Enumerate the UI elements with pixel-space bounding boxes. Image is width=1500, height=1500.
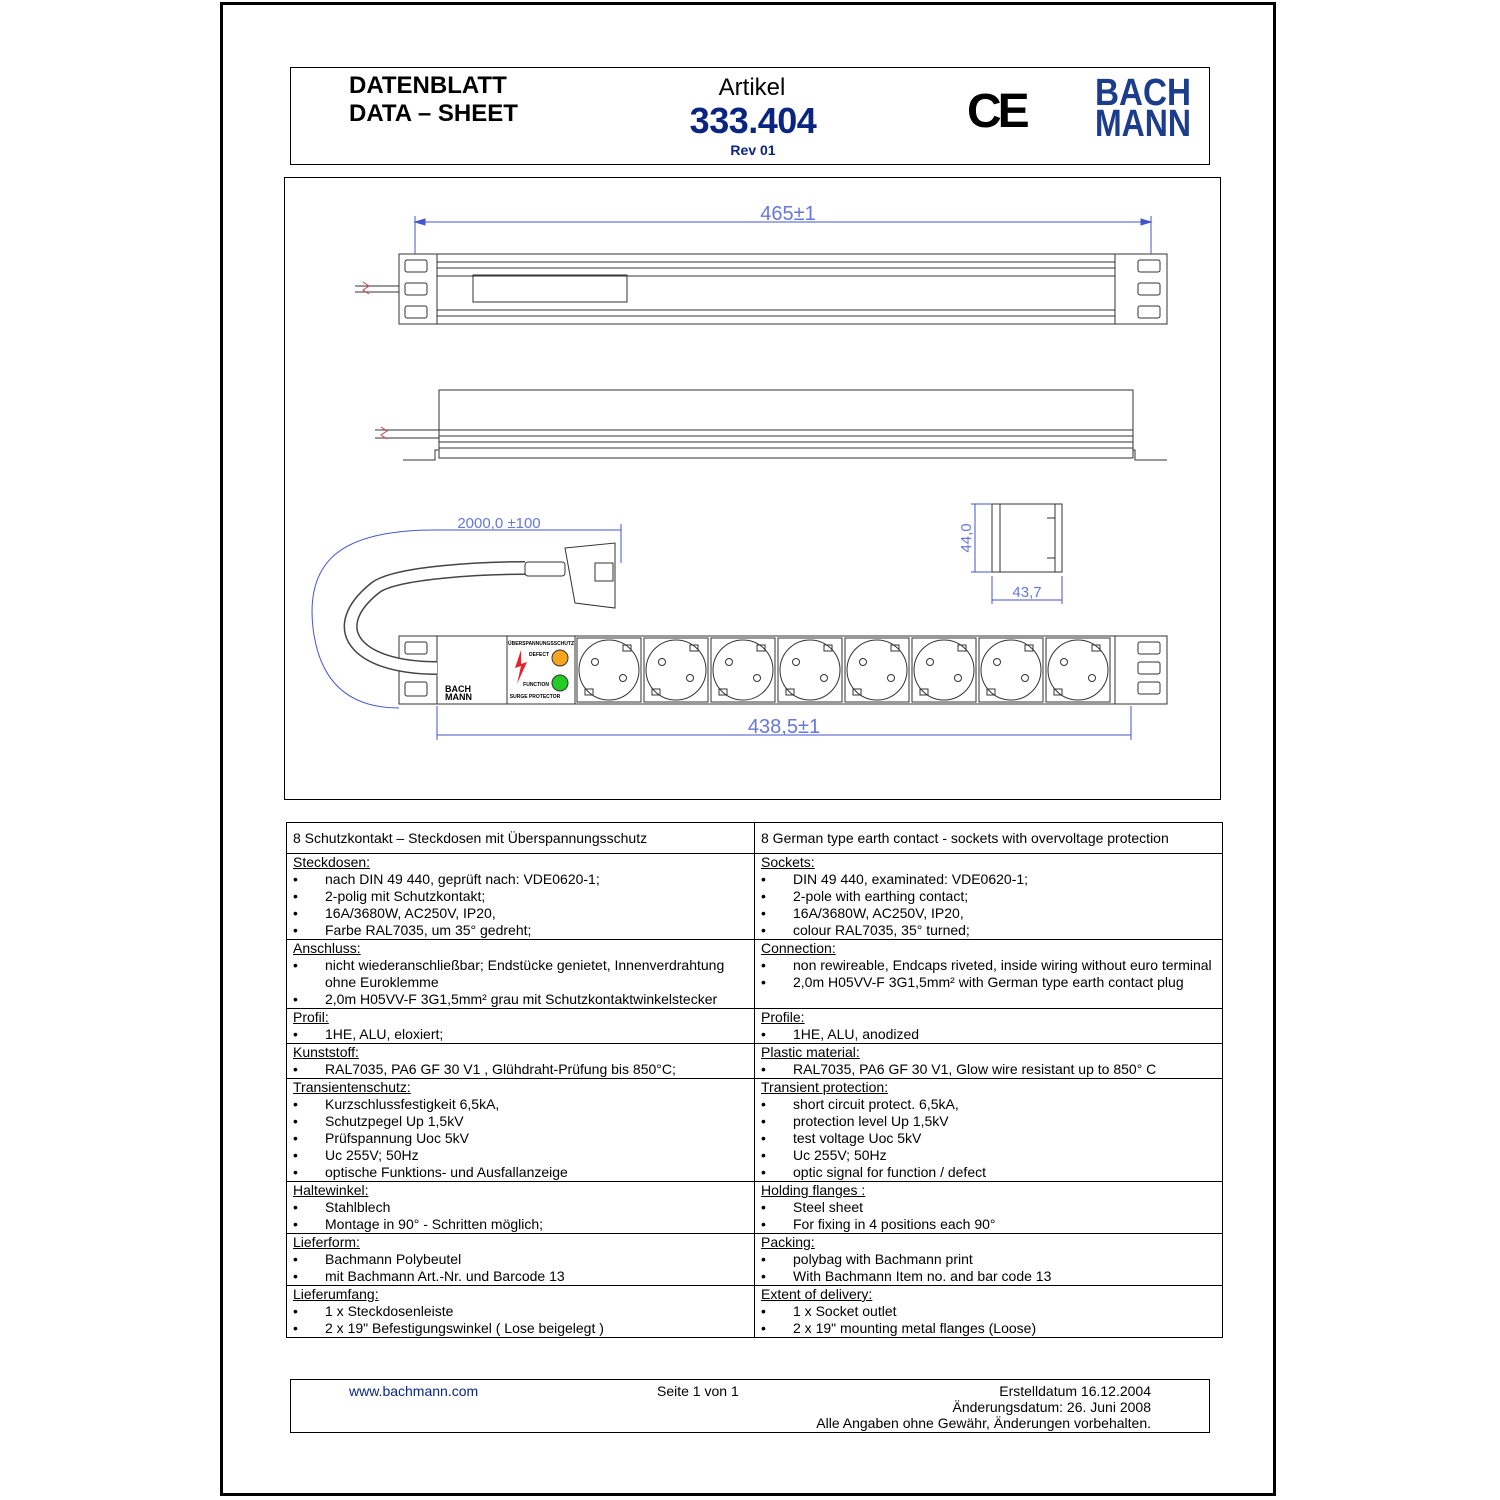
brand-top: BACH — [445, 684, 471, 694]
spec-cell-en — [755, 1079, 1223, 1182]
spec-item: • For fixing in 4 positions each 90° — [761, 1216, 1216, 1233]
spec-cell-en — [755, 1009, 1223, 1044]
socket — [912, 638, 976, 702]
dim-length: 465±1 — [760, 203, 816, 225]
spec-section-title: Anschluss: — [293, 940, 361, 956]
spec-list — [293, 1251, 748, 1285]
spec-item: • 1 x Socket outlet — [761, 1303, 1216, 1320]
spec-item: • Steel sheet — [761, 1199, 1216, 1216]
spec-section-title: Profile: — [761, 1009, 805, 1025]
spec-list — [293, 871, 748, 939]
spec-list — [293, 1303, 748, 1337]
page-number: Seite 1 von 1 — [657, 1383, 739, 1399]
socket — [1046, 638, 1110, 702]
socket — [644, 638, 708, 702]
dimension-lines — [312, 216, 1151, 740]
spec-item: • 2-pole with earthing contact; — [761, 888, 1216, 905]
spec-title-en: 8 German type earth contact - sockets with overvoltage protection — [755, 823, 1223, 854]
spec-cell-de — [287, 1286, 755, 1338]
side-view — [375, 390, 1167, 460]
revision-label: Rev 01 — [730, 142, 776, 158]
footer-box — [290, 1379, 1210, 1433]
dim-body: 438,5±1 — [747, 716, 821, 738]
spec-item: • Kurzschlussfestigkeit 6,5kA, — [293, 1096, 748, 1113]
spec-row — [287, 1044, 1223, 1079]
spec-row — [287, 1234, 1223, 1286]
dim-width: 43,7 — [1012, 584, 1042, 601]
spec-item: • protection level Up 1,5kV — [761, 1113, 1216, 1130]
spec-cell-de — [287, 1079, 755, 1182]
spec-item: • polybag with Bachmann print — [761, 1251, 1216, 1268]
spec-cell-en — [755, 1234, 1223, 1286]
spec-item: • 2,0m H05VV-F 3G1,5mm² with German type earth contact plug — [761, 974, 1216, 991]
spec-list — [293, 957, 748, 1008]
sheet-title-en: DATA – SHEET — [349, 100, 518, 127]
spec-item: • non rewireable, Endcaps riveted, inside wiring without euro terminal — [761, 957, 1216, 974]
spec-list — [761, 1026, 1216, 1043]
spec-item: • nicht wiederanschließbar; Endstücke genietet, Innenverdrahtung ohne Euroklemme — [293, 957, 748, 991]
spec-list — [761, 1199, 1216, 1233]
spec-item: • 2 x 19" mounting metal flanges (Loose) — [761, 1320, 1216, 1337]
spec-item: • 1 x Steckdosenleiste — [293, 1303, 748, 1320]
article-number: 333.404 — [689, 100, 817, 141]
spec-cell-en — [755, 1286, 1223, 1338]
spec-cell-de — [287, 1182, 755, 1234]
lightning-icon — [515, 650, 527, 684]
spec-row — [287, 1182, 1223, 1234]
spec-item: • RAL7035, PA6 GF 30 V1, Glow wire resistant up to 850° C — [761, 1061, 1216, 1078]
spec-section-title: Plastic material: — [761, 1044, 860, 1060]
spec-item: • 16A/3680W, AC250V, IP20, — [293, 905, 748, 922]
defect-led — [552, 650, 568, 666]
spec-item: • Montage in 90° - Schritten möglich; — [293, 1216, 748, 1233]
spec-item: • Schutzpegel Up 1,5kV — [293, 1113, 748, 1130]
spec-section-title: Transientenschutz: — [293, 1079, 411, 1095]
spec-section-title: Lieferform: — [293, 1234, 360, 1250]
spec-row — [287, 940, 1223, 1009]
bachmann-logo — [1091, 72, 1195, 145]
spec-item: • optic signal for function / defect — [761, 1164, 1216, 1181]
website-link[interactable]: www.bachmann.com — [349, 1383, 479, 1399]
cross-section — [992, 504, 1062, 572]
svg-text:MANN: MANN — [1095, 103, 1191, 145]
footer-dates — [816, 1383, 1151, 1431]
spec-list — [761, 1303, 1216, 1337]
sheet-title — [349, 72, 518, 128]
panel-title: ÜBERSPANNUNGSSCHUTZ — [507, 641, 575, 647]
socket — [778, 638, 842, 702]
spec-list — [293, 1096, 748, 1181]
spec-row — [287, 1286, 1223, 1338]
spec-section-title: Packing: — [761, 1234, 815, 1250]
drawing-svg — [285, 178, 1222, 801]
ce-mark: CE — [967, 85, 1026, 138]
dim-height: 44,0 — [958, 523, 975, 553]
spec-item: • Prüfspannung Uoc 5kV — [293, 1130, 748, 1147]
spec-section-title: Holding flanges : — [761, 1182, 866, 1198]
top-view — [355, 254, 1167, 324]
created-date: Erstelldatum 16.12.2004 — [999, 1383, 1151, 1399]
spec-item: • 1HE, ALU, eloxiert; — [293, 1026, 748, 1043]
spec-row — [287, 1079, 1223, 1182]
spec-section-title: Lieferumfang: — [293, 1286, 379, 1302]
spec-list — [293, 1199, 748, 1233]
function-led — [552, 675, 568, 691]
modified-date: Änderungsdatum: 26. Juni 2008 — [952, 1399, 1151, 1415]
spec-row — [287, 1009, 1223, 1044]
spec-cell-en — [755, 1044, 1223, 1079]
socket — [979, 638, 1043, 702]
surge-panel — [445, 640, 574, 702]
spec-item: • Uc 255V; 50Hz — [293, 1147, 748, 1164]
spec-item: • short circuit protect. 6,5kA, — [761, 1096, 1216, 1113]
spec-item: • colour RAL7035, 35° turned; — [761, 922, 1216, 939]
spec-item: • 2 x 19" Befestigungswinkel ( Lose beigelegt ) — [293, 1320, 748, 1337]
defect-label: DEFECT — [529, 652, 549, 658]
spec-list — [293, 1061, 748, 1078]
spec-list — [761, 957, 1216, 991]
spec-section-title: Connection: — [761, 940, 836, 956]
sheet-title-de: DATENBLATT — [349, 72, 507, 99]
spec-item: • Uc 255V; 50Hz — [761, 1147, 1216, 1164]
header-box — [290, 67, 1210, 165]
spec-item: • optische Funktions- und Ausfallanzeige — [293, 1164, 748, 1181]
spec-section-title: Sockets: — [761, 854, 815, 870]
front-view — [351, 543, 1167, 704]
spec-item: • RAL7035, PA6 GF 30 V1 , Glühdraht-Prüfung bis 850°C; — [293, 1061, 748, 1078]
dim-cable: 2000,0 ±100 — [457, 515, 541, 532]
spec-cell-de — [287, 854, 755, 940]
socket — [711, 638, 775, 702]
socket — [577, 638, 641, 702]
spec-section-title: Steckdosen: — [293, 854, 371, 870]
artikel-label: Artikel — [718, 74, 786, 101]
svg-text:BACH: BACH — [1095, 72, 1191, 114]
spec-item: • Farbe RAL7035, um 35° gedreht; — [293, 922, 748, 939]
spec-cell-en — [755, 854, 1223, 940]
socket — [845, 638, 909, 702]
spec-list — [761, 1096, 1216, 1181]
spec-cell-de — [287, 1009, 755, 1044]
surge-label: SURGE PROTECTOR — [509, 694, 561, 700]
spec-item: • mit Bachmann Art.-Nr. und Barcode 13 — [293, 1268, 748, 1285]
spec-list — [293, 1026, 748, 1043]
function-label: FUNCTION — [523, 682, 549, 688]
spec-list — [761, 1251, 1216, 1285]
spec-section-title: Profil: — [293, 1009, 329, 1025]
spec-item: • 1HE, ALU, anodized — [761, 1026, 1216, 1043]
spec-item: • Stahlblech — [293, 1199, 748, 1216]
spec-cell-en — [755, 1182, 1223, 1234]
technical-drawing — [284, 177, 1221, 800]
spec-section-title: Extent of delivery: — [761, 1286, 873, 1302]
brand-bottom: MANN — [445, 692, 472, 702]
spec-section-title: Transient protection: — [761, 1079, 889, 1095]
spec-item: • 2-polig mit Schutzkontakt; — [293, 888, 748, 905]
spec-row — [287, 854, 1223, 940]
spec-list — [761, 871, 1216, 939]
spec-cell-en — [755, 940, 1223, 1009]
spec-item: • 2,0m H05VV-F 3G1,5mm² grau mit Schutzkontaktwinkelstecker — [293, 991, 748, 1008]
spec-item: • Bachmann Polybeutel — [293, 1251, 748, 1268]
spec-list — [761, 1061, 1216, 1078]
spec-table — [286, 822, 1223, 1338]
spec-item: • 16A/3680W, AC250V, IP20, — [761, 905, 1216, 922]
spec-item: • With Bachmann Item no. and bar code 13 — [761, 1268, 1216, 1285]
socket-row — [577, 638, 1110, 702]
spec-section-title: Kunststoff: — [293, 1044, 359, 1060]
disclaimer: Alle Angaben ohne Gewähr, Änderungen vorbehalten. — [816, 1415, 1151, 1431]
spec-cell-de — [287, 940, 755, 1009]
spec-cell-de — [287, 1044, 755, 1079]
spec-cell-de — [287, 1234, 755, 1286]
spec-header-row — [287, 823, 1223, 854]
spec-item: • test voltage Uoc 5kV — [761, 1130, 1216, 1147]
spec-section-title: Haltewinkel: — [293, 1182, 369, 1198]
spec-item: • DIN 49 440, examinated: VDE0620-1; — [761, 871, 1216, 888]
spec-title-de: 8 Schutzkontakt – Steckdosen mit Überspannungsschutz — [287, 823, 755, 854]
spec-item: • nach DIN 49 440, geprüft nach: VDE0620-1; — [293, 871, 748, 888]
